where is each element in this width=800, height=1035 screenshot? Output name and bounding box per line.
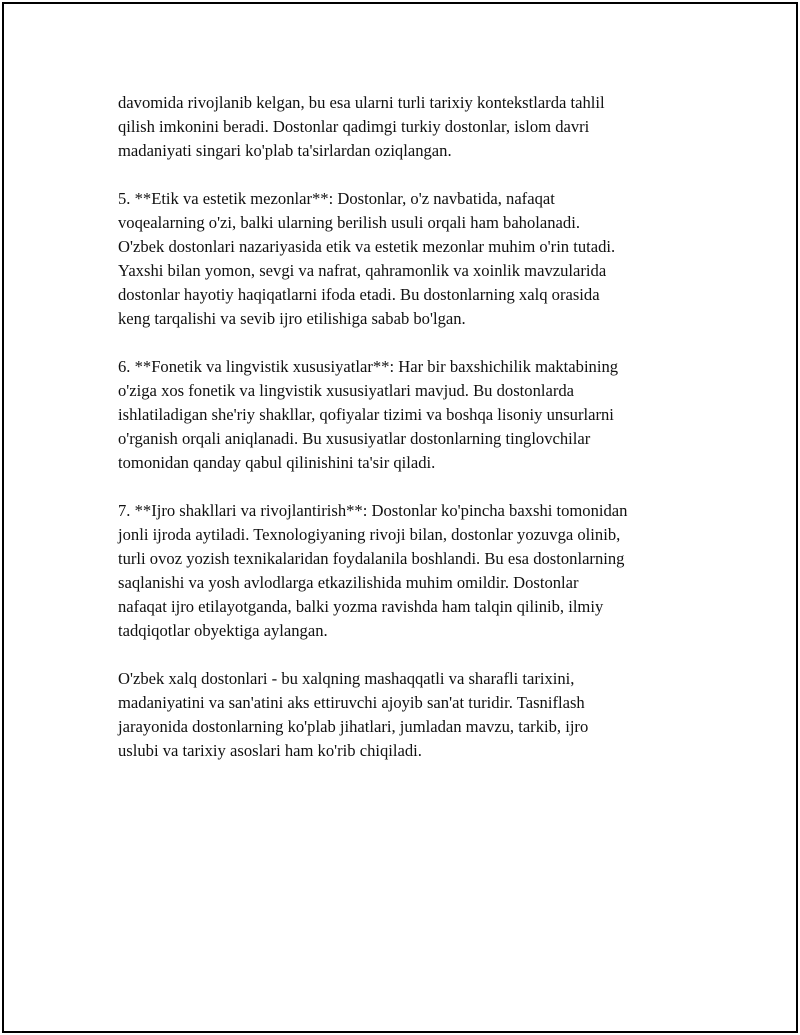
paragraph-conclusion: [118, 667, 698, 763]
text-line: 7. **Ijro shakllari va rivojlantirish**: Dostonlar ko'pincha baxshi tomonidan: [118, 501, 628, 520]
text-line: voqealarning o'zi, balki ularning berilish usuli orqali ham baholanadi.: [118, 213, 580, 232]
text-line: nafaqat ijro etilayotganda, balki yozma ravishda ham talqin qilinib, ilmiy: [118, 597, 604, 616]
text-line: O'zbek dostonlari nazariyasida etik va estetik mezonlar muhim o'rin tutadi.: [118, 237, 616, 256]
text-line: keng tarqalishi va sevib ijro etilishiga sabab bo'lgan.: [118, 309, 466, 328]
text-line: o'rganish orqali aniqlanadi. Bu xususiyatlar dostonlarning tinglovchilar: [118, 429, 591, 448]
text-line: jarayonida dostonlarning ko'plab jihatlari, jumladan mavzu, tarkib, ijro: [118, 717, 589, 736]
text-line: turli ovoz yozish texnikalaridan foydalanila boshlandi. Bu esa dostonlarning: [118, 549, 625, 568]
text-line: dostonlar hayotiy haqiqatlarni ifoda etadi. Bu dostonlarning xalq orasida: [118, 285, 600, 304]
paragraph-item-7: [118, 499, 698, 643]
text-line: tomonidan qanday qabul qilinishini ta'sir qiladi.: [118, 453, 436, 472]
text-line: ishlatiladigan she'riy shakllar, qofiyalar tizimi va boshqa lisoniy unsurlarni: [118, 405, 614, 424]
text-line: 5. **Etik va estetik mezonlar**: Dostonlar, o'z navbatida, nafaqat: [118, 189, 555, 208]
text-line: uslubi va tarixiy asoslari ham ko'rib chiqiladi.: [118, 741, 422, 760]
paragraph-item-6: [118, 355, 698, 475]
text-line: o'ziga xos fonetik va lingvistik xususiyatlari mavjud. Bu dostonlarda: [118, 381, 575, 400]
text-line: madaniyatini va san'atini aks ettiruvchi ajoyib san'at turidir. Tasniflash: [118, 693, 585, 712]
text-line: O'zbek xalq dostonlari - bu xalqning mashaqqatli va sharafli tarixini,: [118, 669, 575, 688]
document-body: [118, 91, 698, 787]
text-line: jonli ijroda aytiladi. Texnologiyaning rivoji bilan, dostonlar yozuvga olinib,: [118, 525, 621, 544]
text-line: davomida rivojlanib kelgan, bu esa ularni turli tarixiy kontekstlarda tahlil: [118, 93, 605, 112]
text-line: qilish imkonini beradi. Dostonlar qadimgi turkiy dostonlar, islom davri: [118, 117, 590, 136]
paragraph-intro-continued: [118, 91, 698, 163]
text-line: 6. **Fonetik va lingvistik xususiyatlar**: Har bir baxshichilik maktabining: [118, 357, 619, 376]
text-line: Yaxshi bilan yomon, sevgi va nafrat, qahramonlik va xoinlik mavzularida: [118, 261, 607, 280]
paragraph-item-5: [118, 187, 698, 331]
text-line: tadqiqotlar obyektiga aylangan.: [118, 621, 328, 640]
text-line: madaniyati singari ko'plab ta'sirlardan oziqlangan.: [118, 141, 452, 160]
text-line: saqlanishi va yosh avlodlarga etkazilishida muhim omildir. Dostonlar: [118, 573, 579, 592]
